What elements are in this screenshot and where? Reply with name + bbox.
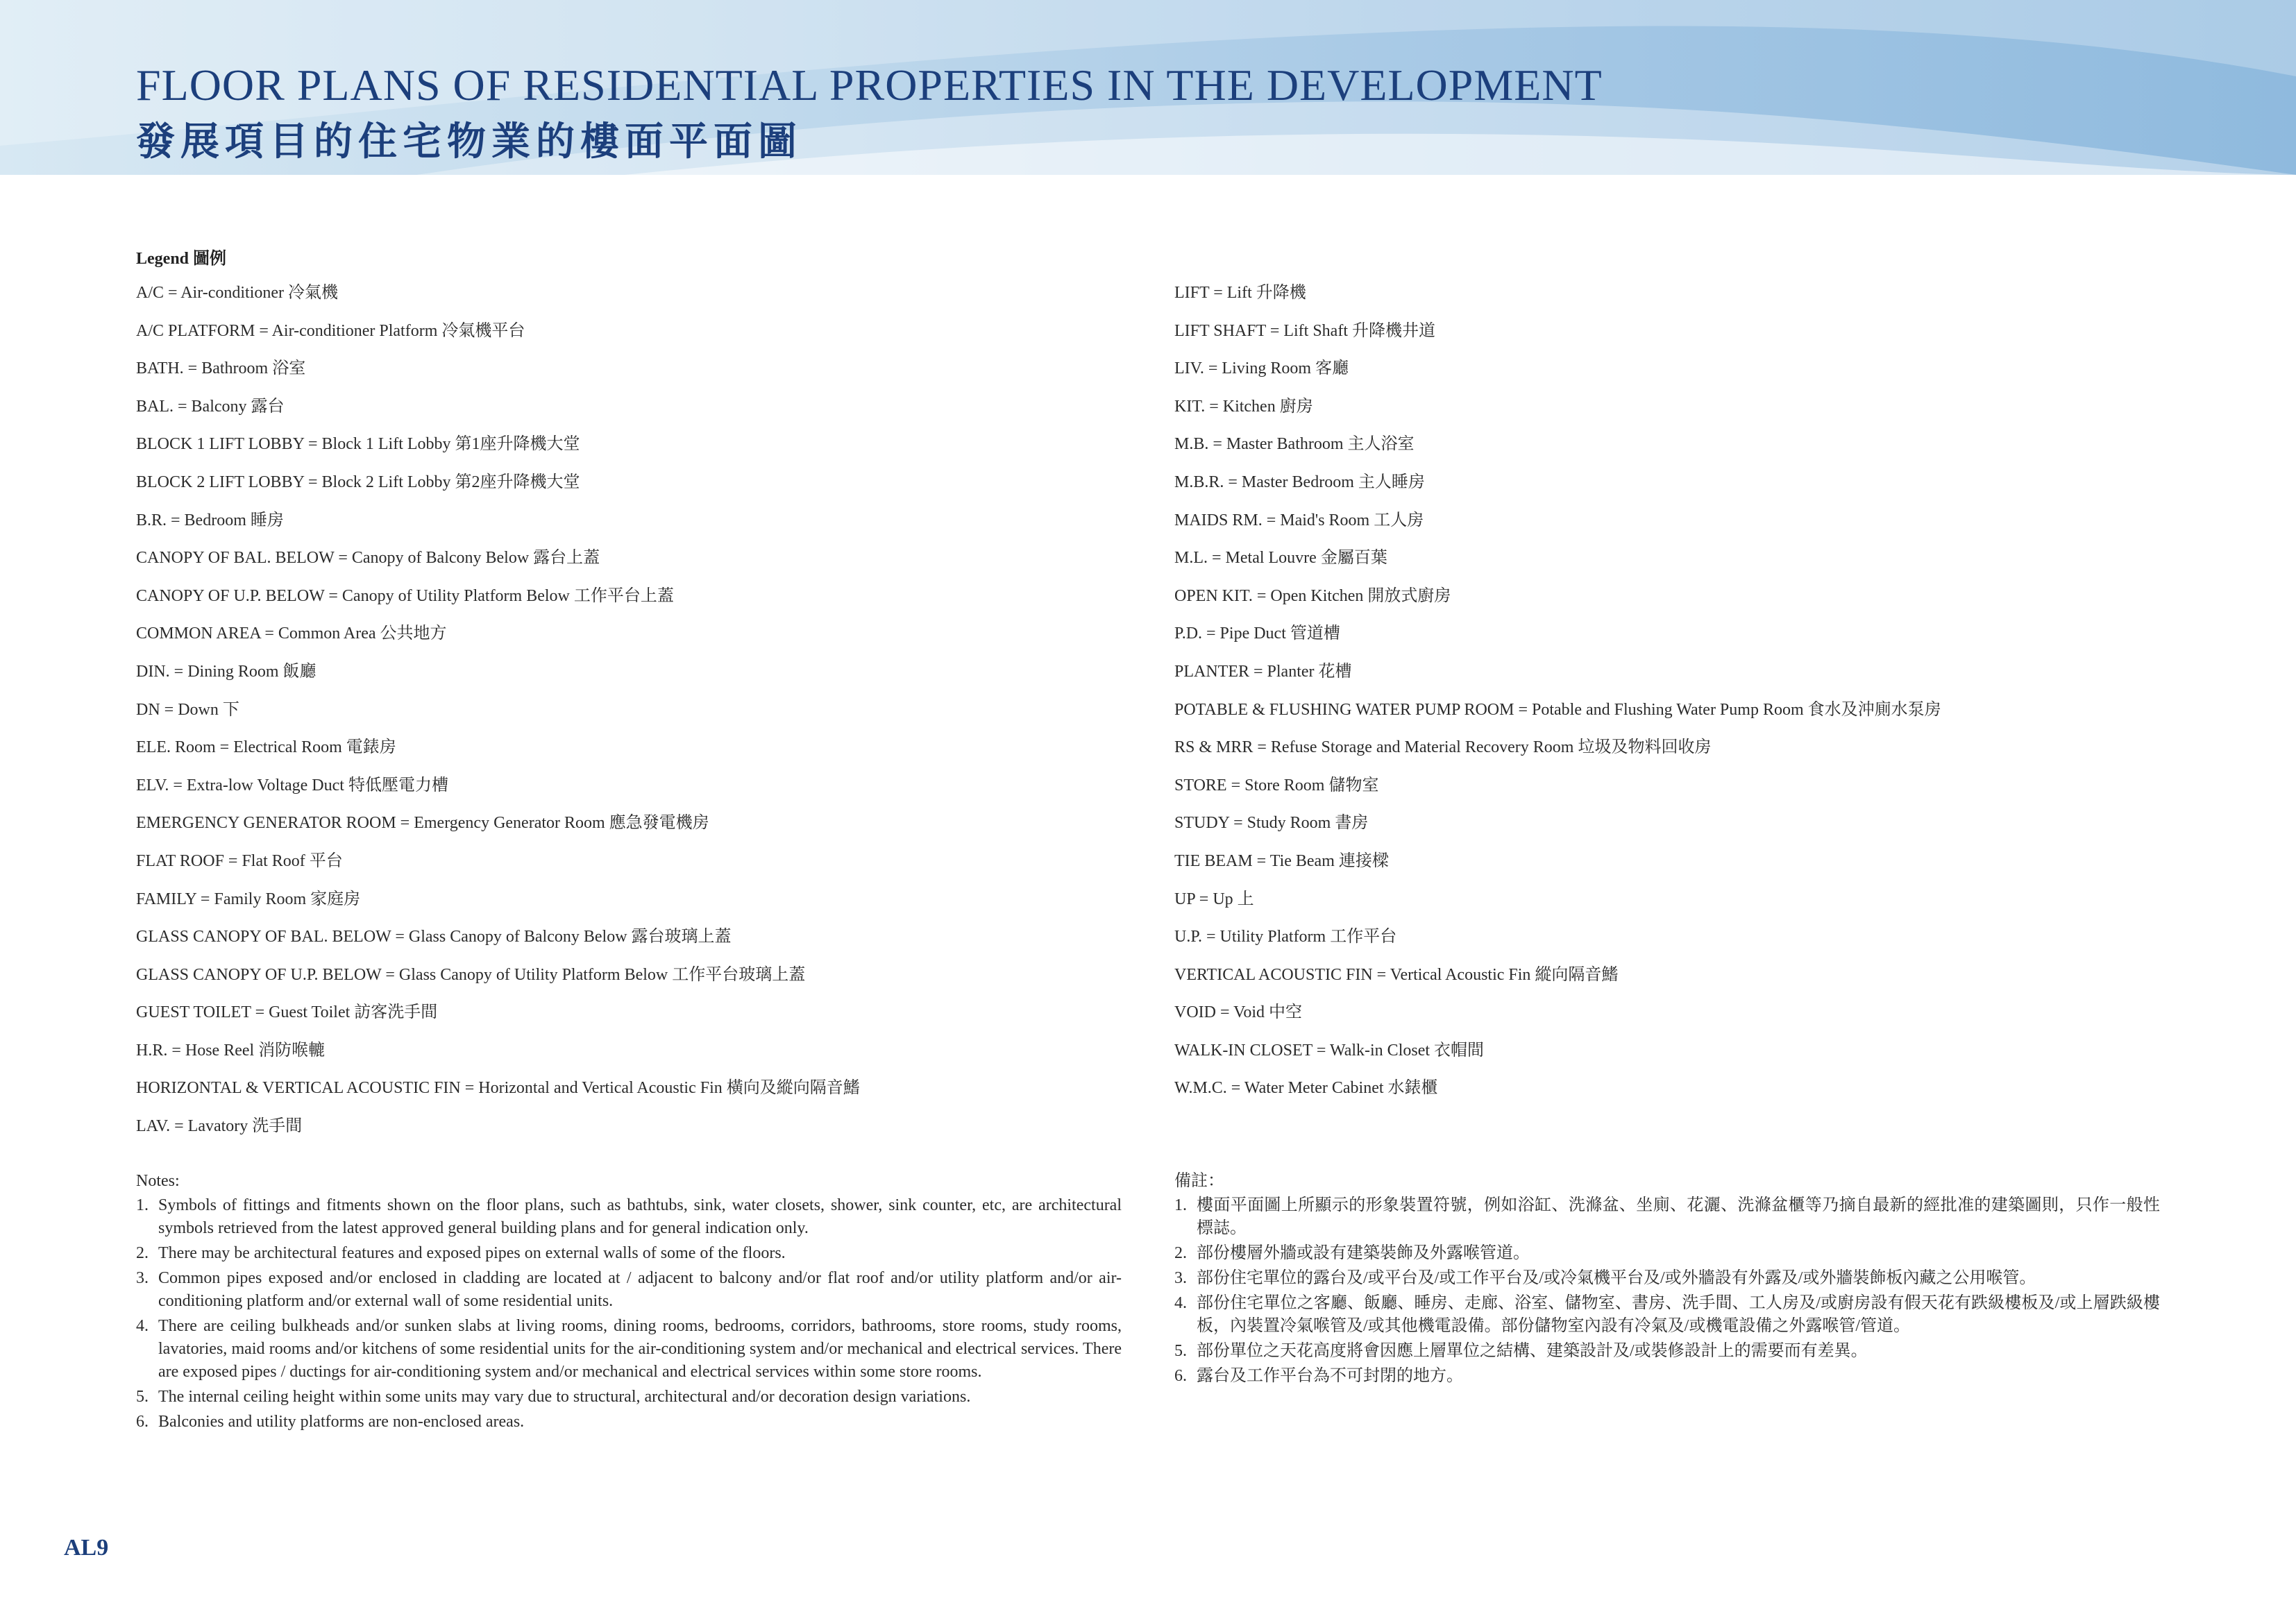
- note-item: [136, 1386, 1122, 1409]
- notes-heading-zh: 備註：: [1174, 1172, 1224, 1190]
- legend-item: EMERGENCY GENERATOR ROOM = Emergency Generator Room 應急發電機房: [136, 814, 709, 833]
- note-item: [136, 1315, 1122, 1384]
- legend-right-column: [1174, 282, 2160, 1115]
- legend-item: H.R. = Hose Reel 消防喉轆: [136, 1041, 326, 1060]
- notes-list-en: [136, 1194, 1122, 1434]
- legend-item: GLASS CANOPY OF BAL. BELOW = Glass Canopy of Balcony Below 露台玻璃上蓋: [136, 928, 732, 946]
- note-item: [1174, 1194, 2160, 1240]
- legend-item: GLASS CANOPY OF U.P. BELOW = Glass Canopy of Utility Platform Below 工作平台玻璃上蓋: [136, 965, 806, 984]
- legend-item: M.B. = Master Bathroom 主人浴室: [1174, 435, 1415, 454]
- legend-item: STORE = Store Room 儲物室: [1174, 776, 1379, 794]
- note-number: 5.: [136, 1388, 149, 1406]
- note-text: 部份住宅單位的露台及/或平台及/或工作平台及/或冷氣機平台及/或外牆設有外露及/或外牆裝飾板內藏之公用喉管。: [1197, 1269, 2036, 1287]
- legend-item: TIE BEAM = Tie Beam 連接樑: [1174, 851, 1389, 870]
- note-number: 1.: [136, 1196, 149, 1214]
- note-text: Balconies and utility platforms are non-enclosed areas.: [158, 1413, 525, 1431]
- note-number: 4.: [1174, 1294, 1187, 1312]
- note-text: 部份樓層外牆或設有建築裝飾及外露喉管道。: [1197, 1244, 1530, 1262]
- legend-item: M.B.R. = Master Bedroom 主人睡房: [1174, 473, 1425, 491]
- note-text: There may be architectural features and exposed pipes on external walls of some of the floors.: [158, 1244, 786, 1262]
- note-item: [136, 1267, 1122, 1313]
- legend-item: RS & MRR = Refuse Storage and Material Recovery Room 垃圾及物料回收房: [1174, 738, 1712, 757]
- legend-item: WALK-IN CLOSET = Walk-in Closet 衣帽間: [1174, 1041, 1485, 1060]
- legend-item: FAMILY = Family Room 家庭房: [136, 890, 361, 908]
- note-number: 2.: [1174, 1244, 1187, 1262]
- legend-heading: Legend 圖例: [136, 250, 227, 268]
- note-number: 6.: [136, 1413, 149, 1431]
- legend-item: OPEN KIT. = Open Kitchen 開放式廚房: [1174, 586, 1451, 605]
- legend-item: UP = Up 上: [1174, 890, 1254, 908]
- note-text: There are ceiling bulkheads and/or sunken slabs at living rooms, dining rooms, bedrooms, corridors, bathrooms, store rooms, study rooms, lavatories, maid rooms and/or kitchens of some residential units for the air-conditioning system and/or mechanical and electrical services. There are exposed pipes / ductings for air-conditioning system and/or mechanical and electrical services within some store rooms.: [158, 1317, 1122, 1381]
- legend-item: GUEST TOILET = Guest Toilet 訪客洗手間: [136, 1003, 438, 1022]
- note-number: 4.: [136, 1317, 149, 1335]
- note-number: 3.: [136, 1269, 149, 1287]
- note-number: 6.: [1174, 1367, 1187, 1385]
- legend-item: LAV. = Lavatory 洗手間: [136, 1117, 303, 1136]
- note-number: 5.: [1174, 1342, 1187, 1360]
- legend-item: KIT. = Kitchen 廚房: [1174, 397, 1313, 416]
- legend-item: HORIZONTAL & VERTICAL ACOUSTIC FIN = Horizontal and Vertical Acoustic Fin 橫向及縱向隔音鰭: [136, 1079, 860, 1098]
- legend-item: DIN. = Dining Room 飯廳: [136, 662, 316, 681]
- legend-item: FLAT ROOF = Flat Roof 平台: [136, 851, 343, 870]
- note-text: 樓面平面圖上所顯示的形象裝置符號，例如浴缸、洗滌盆、坐廁、花灑、洗滌盆櫃等乃摘自最新的經批准的建築圖則，只作一般性標誌。: [1197, 1196, 2160, 1237]
- note-number: 1.: [1174, 1196, 1187, 1214]
- note-item: [1174, 1267, 2160, 1290]
- legend-item: P.D. = Pipe Duct 管道槽: [1174, 624, 1340, 643]
- notes-list-zh: [1174, 1194, 2160, 1388]
- legend-item: BAL. = Balcony 露台: [136, 397, 285, 416]
- note-item: [1174, 1365, 2160, 1388]
- note-number: 3.: [1174, 1269, 1187, 1287]
- legend-item: ELE. Room = Electrical Room 電錶房: [136, 738, 396, 757]
- legend-item: VOID = Void 中空: [1174, 1003, 1302, 1022]
- legend-item: DN = Down 下: [136, 700, 239, 719]
- legend-item: CANOPY OF U.P. BELOW = Canopy of Utility Platform Below 工作平台上蓋: [136, 586, 674, 605]
- note-text: 露台及工作平台為不可封閉的地方。: [1197, 1367, 1463, 1385]
- note-text: Symbols of fittings and fitments shown on the floor plans, such as bathtubs, sink, water closets, shower, sink counter, etc, are architectural symbols retrieved from the latest approved general building plans and for general indication only.: [158, 1196, 1122, 1237]
- legend-item: LIFT SHAFT = Lift Shaft 升降機井道: [1174, 321, 1435, 340]
- legend-item: CANOPY OF BAL. BELOW = Canopy of Balcony Below 露台上蓋: [136, 549, 600, 568]
- note-item: [1174, 1292, 2160, 1338]
- legend-item: U.P. = Utility Platform 工作平台: [1174, 928, 1397, 946]
- notes-chinese: [1174, 1170, 2160, 1390]
- note-item: [1174, 1242, 2160, 1265]
- legend-item: COMMON AREA = Common Area 公共地方: [136, 624, 447, 643]
- notes-english: [136, 1170, 1122, 1436]
- legend-item: A/C = Air-conditioner 冷氣機: [136, 284, 339, 302]
- legend-item: LIFT = Lift 升降機: [1174, 284, 1306, 302]
- legend-item: POTABLE & FLUSHING WATER PUMP ROOM = Potable and Flushing Water Pump Room 食水及沖廁水泵房: [1174, 700, 1941, 719]
- legend-item: W.M.C. = Water Meter Cabinet 水錶櫃: [1174, 1079, 1438, 1098]
- legend-left-column: [136, 282, 1122, 1153]
- legend-item: BATH. = Bathroom 浴室: [136, 359, 306, 378]
- legend-item: BLOCK 2 LIFT LOBBY = Block 2 Lift Lobby 第2座升降機大堂: [136, 473, 580, 491]
- page-title-en: FLOOR PLANS OF RESIDENTIAL PROPERTIES IN THE DEVELOPMENT: [136, 60, 1603, 110]
- legend-item: ELV. = Extra-low Voltage Duct 特低壓電力槽: [136, 776, 448, 794]
- legend-item: BLOCK 1 LIFT LOBBY = Block 1 Lift Lobby 第1座升降機大堂: [136, 435, 580, 454]
- legend-item: M.L. = Metal Louvre 金屬百葉: [1174, 549, 1387, 568]
- legend-item: LIV. = Living Room 客廳: [1174, 359, 1349, 378]
- note-item: [1174, 1340, 2160, 1363]
- note-item: [136, 1242, 1122, 1265]
- note-number: 2.: [136, 1244, 149, 1262]
- note-text: 部份單位之天花高度將會因應上層單位之結構、建築設計及/或裝修設計上的需要而有差異。: [1197, 1342, 1868, 1360]
- legend-item: B.R. = Bedroom 睡房: [136, 511, 284, 529]
- legend-item: MAIDS RM. = Maid's Room 工人房: [1174, 511, 1424, 529]
- legend-item: PLANTER = Planter 花槽: [1174, 662, 1352, 681]
- note-text: 部份住宅單位之客廳、飯廳、睡房、走廊、浴室、儲物室、書房、洗手間、工人房及/或廚房設有假天花有跌級樓板及/或上層跌級樓板，內裝置冷氣喉管及/或其他機電設備。部份儲物室內設有冷氣及/或機電設備之外露喉管/管道。: [1197, 1294, 2160, 1335]
- note-item: [136, 1411, 1122, 1434]
- legend-item: VERTICAL ACOUSTIC FIN = Vertical Acoustic Fin 縱向隔音鰭: [1174, 965, 1619, 984]
- page-title-zh: 發展項目的住宅物業的樓面平面圖: [136, 121, 802, 164]
- note-item: [136, 1194, 1122, 1240]
- header-banner: [0, 0, 2296, 175]
- legend-item: STUDY = Study Room 書房: [1174, 814, 1369, 833]
- legend-item: A/C PLATFORM = Air-conditioner Platform 冷氣機平台: [136, 321, 525, 340]
- notes-heading-en: Notes:: [136, 1172, 180, 1190]
- note-text: Common pipes exposed and/or enclosed in cladding are located at / adjacent to balcony and/or flat roof and/or utility platform and/or air-conditioning platform and/or external wall of some residential units.: [158, 1269, 1122, 1310]
- page-number: AL9: [64, 1535, 109, 1561]
- note-text: The internal ceiling height within some units may vary due to structural, architectural and/or decoration design variations.: [158, 1388, 971, 1406]
